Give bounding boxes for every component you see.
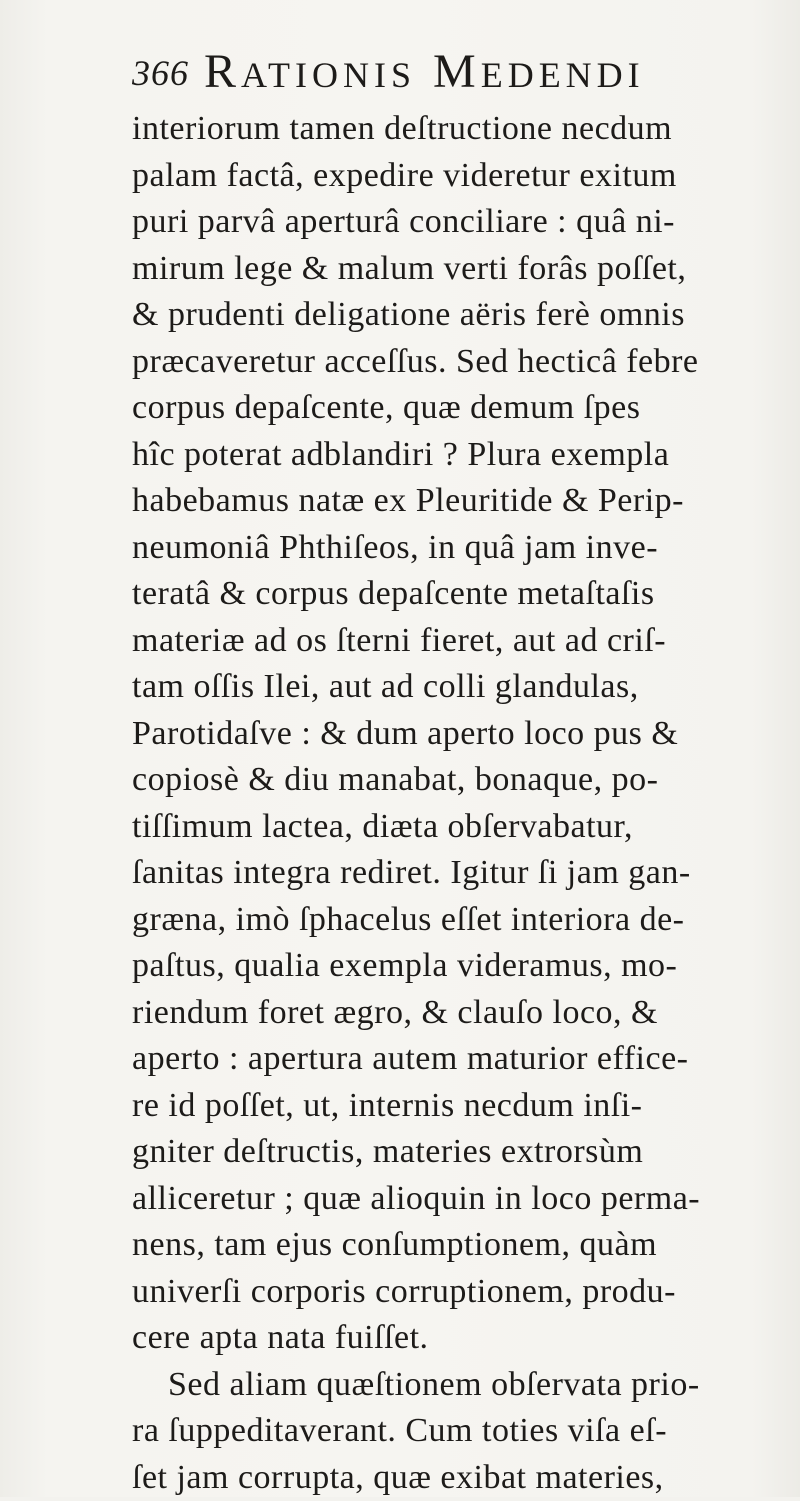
running-head-initial-1: R bbox=[204, 45, 241, 98]
text-line: re id poſſet, ut, internis necdum inſi- bbox=[132, 1083, 792, 1130]
text-line: nens, tam ejus conſumptionem, quàm bbox=[132, 1222, 792, 1269]
text-line: Parotidaſve : & dum aperto loco pus & bbox=[132, 711, 792, 758]
text-line: copiosè & diu manabat, bonaque, po- bbox=[132, 757, 792, 804]
running-head-word-2: EDENDI bbox=[481, 55, 645, 95]
text-line: alliceretur ; quæ alioquin in loco perma- bbox=[132, 1176, 792, 1223]
body-text bbox=[132, 106, 792, 1501]
text-line: ra ſuppeditaverant. Cum toties viſa eſ- bbox=[132, 1408, 792, 1455]
running-head bbox=[204, 44, 645, 99]
text-line: corpus depaſcente, quæ demum ſpes bbox=[132, 385, 792, 432]
text-line: & prudenti deligatione aëris ferè omnis bbox=[132, 292, 792, 339]
running-head-initial-2: M bbox=[433, 45, 481, 98]
text-line: gniter deſtructis, materies extrorsùm bbox=[132, 1129, 792, 1176]
text-line: riendum foret ægro, & clauſo loco, & bbox=[132, 990, 792, 1037]
page-header bbox=[132, 44, 772, 104]
text-line: tam oſſis Ilei, aut ad colli glandulas, bbox=[132, 664, 792, 711]
text-line: puri parvâ aperturâ conciliare : quâ ni- bbox=[132, 199, 792, 246]
text-line: mirum lege & malum verti forâs poſſet, bbox=[132, 246, 792, 293]
text-line: materiæ ad os ſterni fieret, aut ad criſ- bbox=[132, 618, 792, 665]
paragraph-start-line: Sed aliam quæſtionem obſervata prio- bbox=[132, 1362, 792, 1409]
text-line: cere apta nata fuiſſet. bbox=[132, 1315, 792, 1362]
text-line: interiorum tamen deſtructione necdum bbox=[132, 106, 792, 153]
text-line: ſanitas integra rediret. Igitur ſi jam gan- bbox=[132, 850, 792, 897]
running-head-word-1: ATIONIS bbox=[241, 55, 416, 95]
text-line: tiſſimum lactea, diæta obſervabatur, bbox=[132, 804, 792, 851]
text-line: ſet jam corrupta, quæ exibat materies, bbox=[132, 1455, 792, 1501]
text-line: hîc poterat adblandiri ? Plura exempla bbox=[132, 432, 792, 479]
text-line: præcaveretur acceſſus. Sed hecticâ febre bbox=[132, 339, 792, 386]
text-line: neumoniâ Phthiſeos, in quâ jam inve- bbox=[132, 525, 792, 572]
text-line: univerſi corporis corruptionem, produ- bbox=[132, 1269, 792, 1316]
page-number: 366 bbox=[132, 52, 189, 94]
text-line: paſtus, qualia exempla videramus, mo- bbox=[132, 943, 792, 990]
text-line: græna, imò ſphacelus eſſet interiora de- bbox=[132, 897, 792, 944]
text-line: habebamus natæ ex Pleuritide & Perip- bbox=[132, 478, 792, 525]
text-line: aperto : apertura autem maturior effice- bbox=[132, 1036, 792, 1083]
text-line: palam factâ, expedire videretur exitum bbox=[132, 153, 792, 200]
text-line: teratâ & corpus depaſcente metaſtaſis bbox=[132, 571, 792, 618]
